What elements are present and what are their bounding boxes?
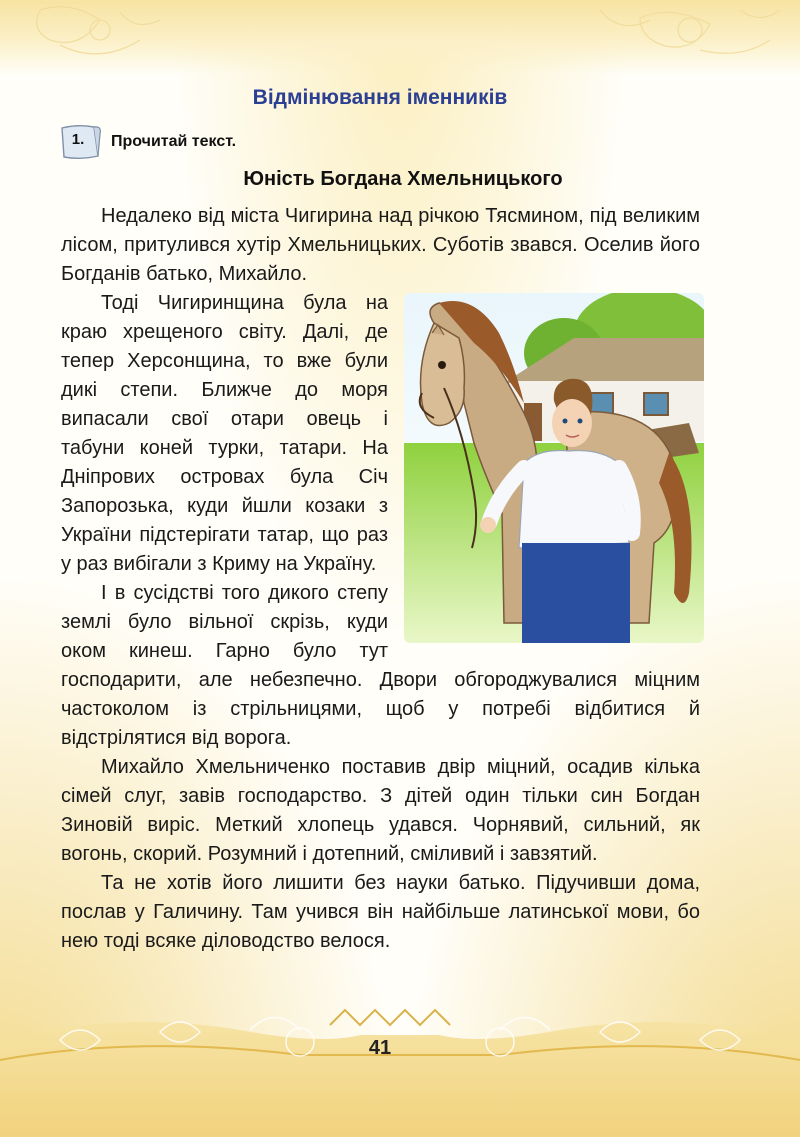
page-title: Відмінювання іменників xyxy=(252,86,508,109)
story-title: Юність Богдана Хмельницького xyxy=(243,168,563,190)
task-number: 1. xyxy=(71,131,85,148)
paragraph-4: Михайло Хмельниченко поставив двір міцний, осадив кілька сімей слуг, завів господарство. З дітей один тільки син Богдан Зиновій виріс. Меткий хлопець удався. Чорнявий, сильний, як вогонь, скорий. Розумний і дотепний, сміливий і завзятий. xyxy=(61,756,700,865)
task-number-badge xyxy=(58,122,104,162)
page-number: 41 xyxy=(368,1037,392,1059)
paragraph-2: Тоді Чигиринщина була на краю хрещеного світу. Далі, де тепер Херсонщина, то вже були дикі степи. Ближче до моря випасали свої отари овець і табуни коней турки, татари. На Дніпрових островах була Січ Запорозька, куди йшли козаки з України підстерігати татар, що раз у раз вибігали з Криму на Україну. xyxy=(61,292,388,575)
paragraph-5: Та не хотів його лишити без науки батько. Підучивши дома, послав у Галичину. Там учився він найбільше латинської мови, бо нею тоді всяке діловодство велося. xyxy=(61,872,700,952)
paragraph-3: І в сусідстві того дикого степу землі було вільної скрізь, куди оком кинеш. Гарно було тут господарити, але небезпечно. Двори обгороджувалися міцним частоколом із стрільницями, щоб у потребі відбитися й відстрілятися від ворога. xyxy=(61,582,700,749)
story-text xyxy=(61,202,700,956)
bottom-ornament xyxy=(0,1000,800,1137)
boy-with-horse-illustration xyxy=(404,293,704,643)
top-ornament xyxy=(0,0,800,80)
task-instruction: Прочитай текст. xyxy=(111,133,237,150)
paragraph-1: Недалеко від міста Чигирина над річкою Тясмином, під великим лісом, притулився хутір Хмельницьких. Суботів звався. Оселив його Богданів батько, Михайло. xyxy=(61,205,700,285)
